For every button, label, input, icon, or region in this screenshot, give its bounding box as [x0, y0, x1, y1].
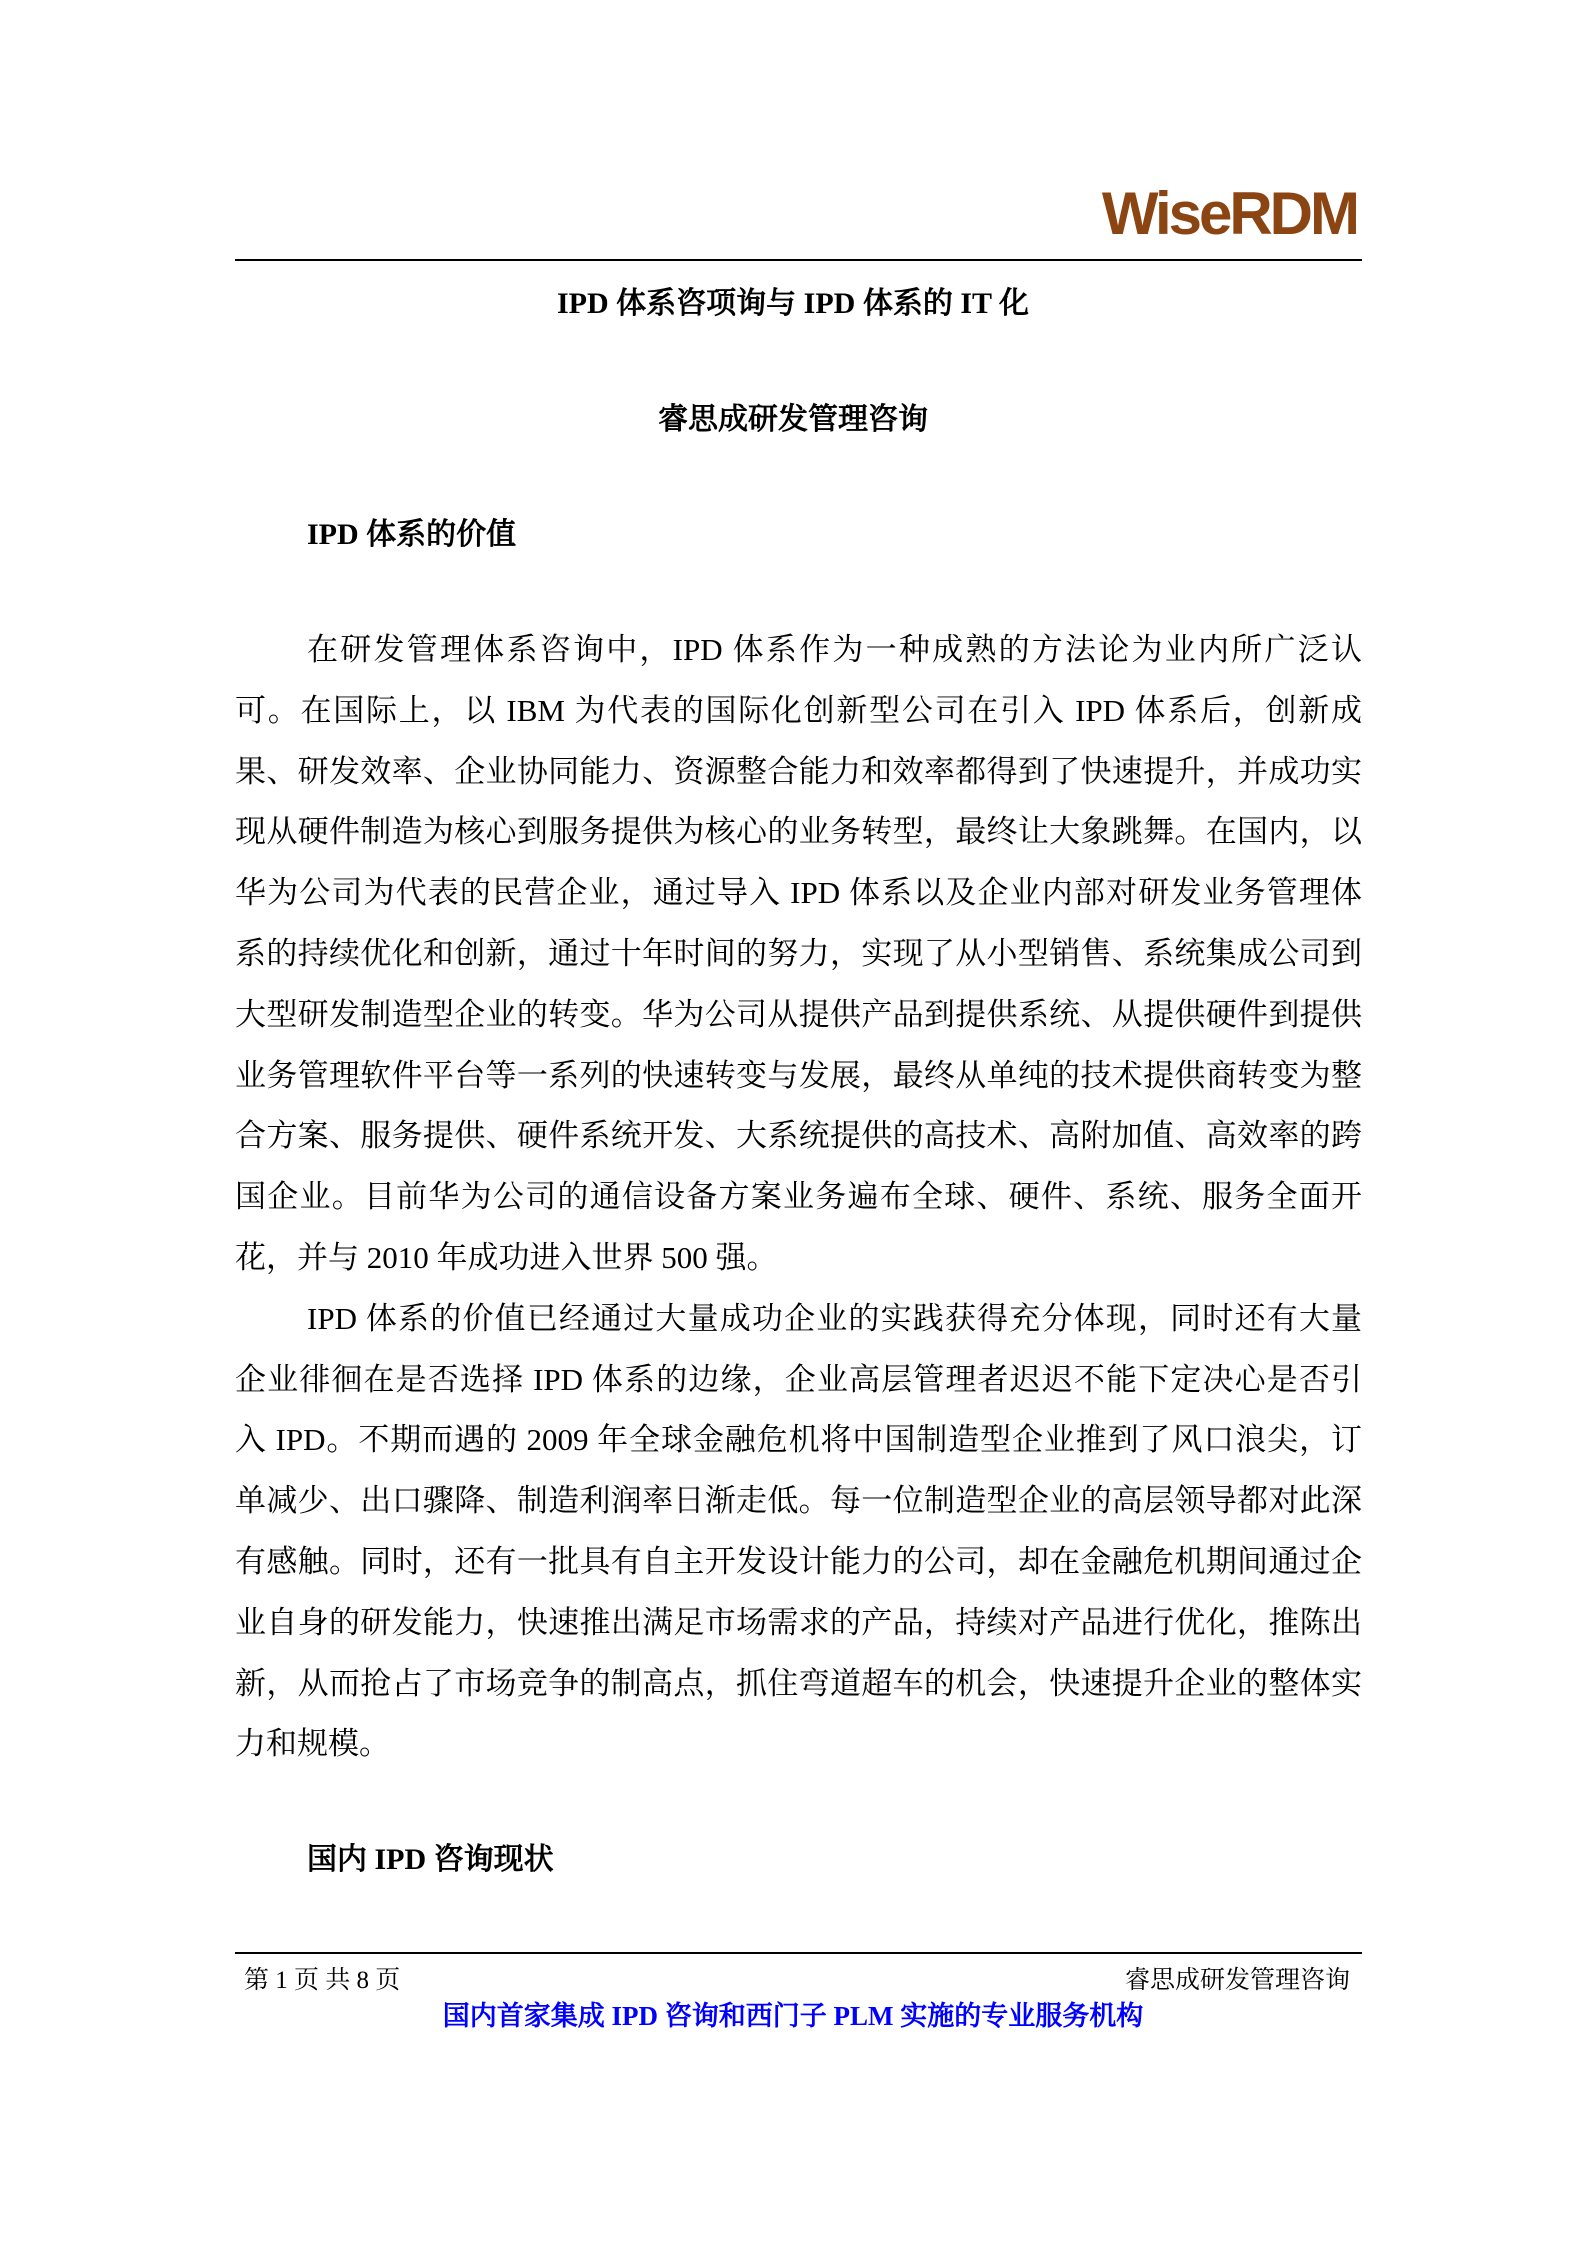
paragraph-line: 新，从而抢占了市场竞争的制高点，抓住弯道超车的机会，快速提升企业的整体实 — [235, 1665, 1362, 1701]
footer-tagline: 国内首家集成 IPD 咨询和西门子 PLM 实施的专业服务机构 — [442, 2001, 1144, 2031]
paragraph-line: 业务管理软件平台等一系列的快速转变与发展，最终从单纯的技术提供商转变为整 — [235, 1057, 1362, 1093]
document-title: IPD 体系咨项询与 IPD 体系的 IT 化 — [557, 287, 1029, 320]
paragraph-line: 果、研发效率、企业协同能力、资源整合能力和效率都得到了快速提升，并成功实 — [235, 753, 1362, 789]
paragraph-line: 企业徘徊在是否选择 IPD 体系的边缘，企业高层管理者迟迟不能下定决心是否引 — [235, 1361, 1362, 1397]
section-heading-domestic-ipd: 国内 IPD 咨询现状 — [307, 1843, 554, 1876]
paragraph-line: 国企业。目前华为公司的通信设备方案业务遍布全球、硬件、系统、服务全面开 — [235, 1179, 1362, 1215]
paragraph-line: IPD 体系的价值已经通过大量成功企业的实践获得充分体现，同时还有大量 — [307, 1300, 1362, 1336]
paragraph-line: 有感触。同时，还有一批具有自主开发设计能力的公司，却在金融危机期间通过企 — [235, 1544, 1362, 1579]
paragraph-line: 业自身的研发能力，快速推出满足市场需求的产品，持续对产品进行优化，推陈出 — [235, 1604, 1362, 1640]
paragraph-line: 入 IPD。不期而遇的 2009 年全球金融危机将中国制造型企业推到了风口浪尖，订 — [235, 1422, 1362, 1458]
paragraph-line: 可。在国际上，以 IBM 为代表的国际化创新型公司在引入 IPD 体系后，创新成 — [235, 692, 1362, 728]
section-heading-ipd-value: IPD 体系的价值 — [307, 518, 517, 551]
paragraph-line: 系的持续优化和创新，通过十年时间的努力，实现了从小型销售、系统集成公司到 — [235, 936, 1362, 971]
paragraph-line: 现从硬件制造为核心到服务提供为核心的业务转型，最终让大象跳舞。在国内，以 — [235, 814, 1362, 850]
footer-company: 睿思成研发管理咨询 — [1124, 1967, 1350, 1994]
paragraph-line: 合方案、服务提供、硬件系统开发、大系统提供的高技术、高附加值、高效率的跨 — [235, 1118, 1362, 1154]
paragraph-line: 华为公司为代表的民营企业，通过导入 IPD 体系以及企业内部对研发业务管理体 — [235, 875, 1362, 911]
page-info: 第 1 页 共 8 页 — [244, 1967, 401, 1994]
document-subtitle: 睿思成研发管理咨询 — [658, 403, 928, 436]
paragraph-line: 花，并与 2010 年成功进入世界 500 强。 — [235, 1240, 778, 1275]
footer-rule — [235, 1952, 1362, 1954]
paragraph-line: 单减少、出口骤降、制造利润率日渐走低。每一位制造型企业的高层领导都对此深 — [235, 1483, 1362, 1519]
paragraph-line: 大型研发制造型企业的转变。华为公司从提供产品到提供系统、从提供硬件到提供 — [235, 996, 1362, 1032]
header-rule — [235, 259, 1362, 261]
wiserdm-logo: WiseRDM — [1101, 180, 1357, 247]
paragraph-line: 力和规模。 — [235, 1726, 390, 1762]
paragraph-line: 在研发管理体系咨询中，IPD 体系作为一种成熟的方法论为业内所广泛认 — [307, 632, 1362, 667]
